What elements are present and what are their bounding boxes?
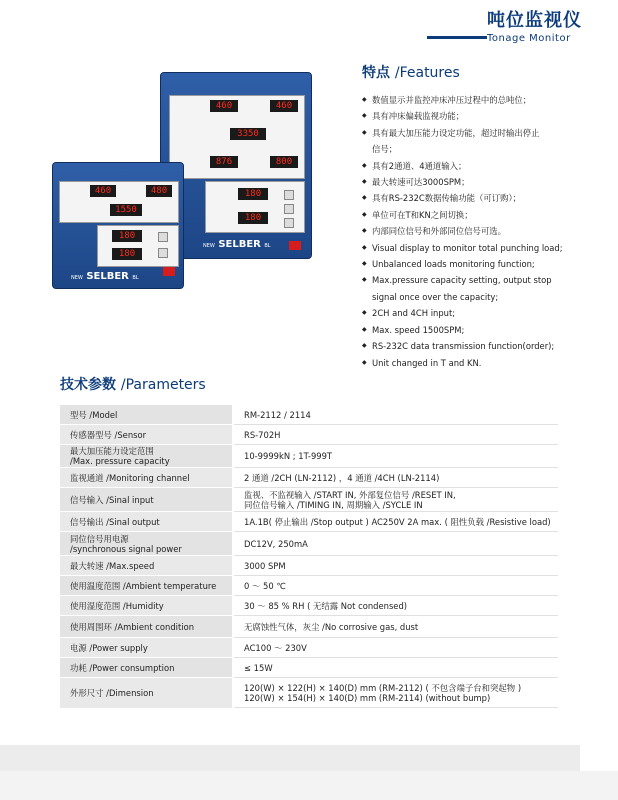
features-section [362,62,602,371]
small-display-total: 1550 [110,204,142,216]
big-display-ch1: 460 [210,100,238,112]
footer-band [0,745,580,771]
param-key: 信号输出 /Sinal output [60,512,233,532]
small-unit-key[interactable] [158,232,168,242]
feature-item: 信号； [372,144,398,155]
param-key: 传感器型号 /Sensor [60,425,233,445]
feature-item: ◆ RS-232C data transmission function(order); [362,338,602,354]
param-key: 监视通道 /Monitoring channel [60,468,233,488]
small-unit-control-panel [97,225,179,267]
param-key: 型号 /Model [60,405,233,425]
feature-item: signal once over the capacity; [372,291,499,302]
param-value: 1A.1B( 停止输出 /Stop output ) AC250V 2A max. ( 阻性负载 /Resistive load) [233,512,558,532]
page-header [487,6,582,44]
feature-item: ◆ 单位可在T和KN之间切换； [362,207,602,223]
feature-item: ◆ 最大转速可达3000SPM； [362,174,602,190]
param-key: 同位信号用电源 /synchronous signal power [60,532,233,556]
param-value: DC12V, 250mA [233,532,558,556]
small-unit-display-panel [59,181,179,223]
param-key: 使用周围环 /Ambient condition [60,616,233,638]
param-value: 30 ～ 85 % RH ( 无结露 Not condensed) [233,596,558,616]
header-title-en: Tonage Monitor [487,33,571,44]
param-value: 无腐蚀性气体，灰尘 /No corrosive gas, dust [233,616,558,638]
small-monitor-unit [52,162,184,289]
feature-item: ◆ 具有RS-232C数据传输功能（可订购）； [362,190,602,206]
param-row [60,616,558,638]
param-value: 0 ～ 50 ℃ [233,576,558,596]
param-key: 功耗 /Power consumption [60,658,233,678]
features-title: 特点 /Features [362,65,460,81]
param-row [60,678,558,708]
big-unit-reset-button[interactable] [289,241,301,250]
param-value: 监视、不监视输入 /START IN, 外部复位信号 /RESET IN, 同位信号输入 /TIMING IN, 周期输入 /SYCLE IN [233,488,558,512]
param-row [60,556,558,576]
big-monitor-display-2: 180 [238,212,268,224]
small-unit-reset-button[interactable] [163,267,175,276]
feature-item: ◆ Unbalanced loads monitoring function; [362,256,602,272]
big-unit-key[interactable] [284,190,294,200]
param-row [60,576,558,596]
param-row [60,425,558,445]
feature-item: ◆ Visual display to monitor total punching load; [362,240,602,256]
param-row [60,596,558,616]
big-display-total: 3350 [230,128,266,140]
param-row [60,405,558,425]
product-photo [52,72,342,302]
features-list [362,92,602,371]
param-value: 10-9999kN ; 1T-999T [233,445,558,468]
param-value: AC100 ～ 230V [233,638,558,658]
small-unit-key[interactable] [158,248,168,258]
big-unit-logo: NEW SELBER BL [203,239,271,250]
param-value: ≤ 15W [233,658,558,678]
big-display-ch3: 876 [210,156,238,168]
param-value: RM-2112 / 2114 [233,405,558,425]
feature-item: ◆ 数值显示并监控冲床冲压过程中的总吨位； [362,92,602,108]
param-value: RS-702H [233,425,558,445]
params-title: 技术参数 /Parameters [60,377,206,393]
param-key: 最大加压能力设定范围 /Max. pressure capacity [60,445,233,468]
small-display-ch2: 480 [146,185,172,197]
param-key: 最大转速 /Max.speed [60,556,233,576]
feature-item: ◆ 内部同位信号和外部同位信号可选。 [362,223,602,239]
footer-band-lower [0,771,618,800]
feature-item: ◆ 具有冲床偏载监视功能； [362,108,602,124]
param-key: 电源 /Power supply [60,638,233,658]
param-row [60,445,558,468]
big-unit-display-panel [169,95,305,179]
feature-item: ◆ 具有2通道、4通道输入； [362,158,602,174]
small-unit-logo: NEW SELBER BL [71,271,139,282]
big-monitor-display-1: 180 [238,188,268,200]
feature-item: ◆ Max. speed 1500SPM; [362,322,602,338]
param-value: 120(W) × 122(H) × 140(D) mm (RM-2112) ( 不包含端子台和突起物 ) 120(W) × 154(H) × 140(D) mm (RM-2114) (without bump) [233,678,558,708]
feature-item: ◆ 2CH and 4CH input; [362,305,602,321]
param-key: 外形尺寸 /Dimension [60,678,233,708]
small-display-ch1: 460 [90,185,116,197]
feature-item: ◆ Max.pressure capacity setting, output stop [362,272,602,288]
param-row [60,638,558,658]
param-row [60,512,558,532]
param-value: 2 通道 /2CH (LN-2112) ，4 通道 /4CH (LN-2114) [233,468,558,488]
header-title-zh: 吨位监视仪 [487,10,582,31]
feature-item: ◆ 具有最大加压能力设定功能，超过时输出停止 [362,125,602,141]
param-key: 使用温度范围 /Ambient temperature [60,576,233,596]
param-value: 3000 SPM [233,556,558,576]
big-display-ch4: 800 [270,156,298,168]
param-key: 信号输入 /Sinal input [60,488,233,512]
feature-item: ◆ Unit changed in T and KN. [362,355,602,371]
header-rule [427,36,487,39]
param-key: 使用湿度范围 /Humidity [60,596,233,616]
params-table [60,404,558,708]
small-monitor-display-1: 180 [112,230,142,242]
param-row [60,488,558,512]
big-unit-key[interactable] [284,218,294,228]
big-unit-key[interactable] [284,204,294,214]
param-row [60,532,558,556]
param-row [60,468,558,488]
big-unit-control-panel [205,181,305,233]
param-row [60,658,558,678]
big-display-ch2: 460 [270,100,298,112]
small-monitor-display-2: 180 [112,248,142,260]
